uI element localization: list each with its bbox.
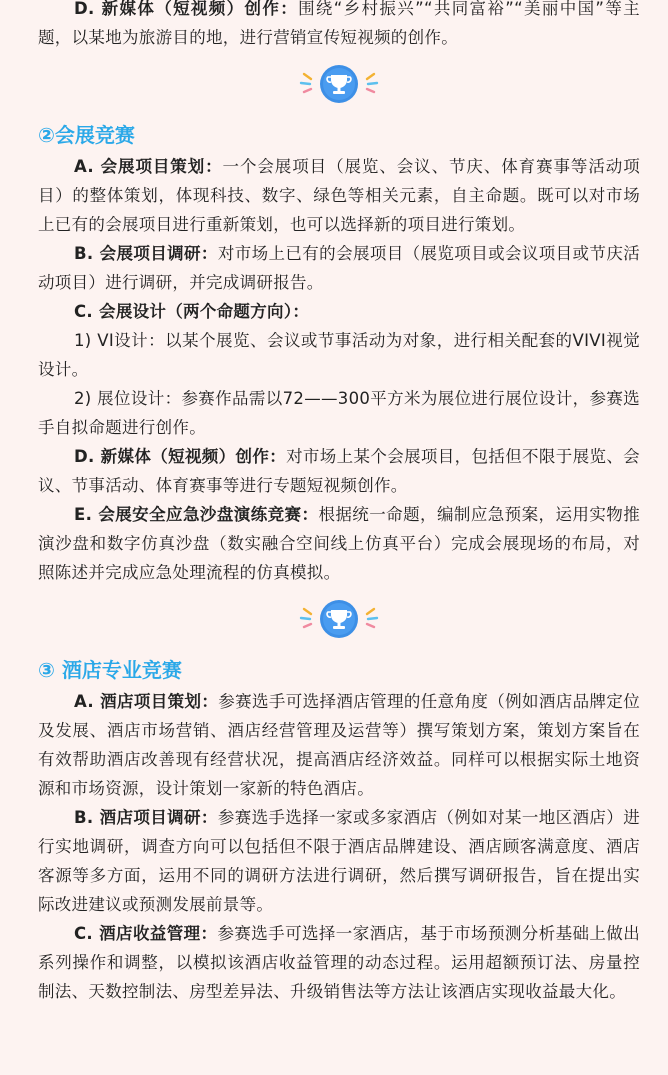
item-lead: C. 会展设计（两个命题方向）： [74,302,310,321]
item-lead: B. 会展项目调研： [74,244,218,263]
paragraph-exhibition-d [38,442,640,500]
item-body: 参赛选手选择一家或多家酒店（例如对某一地区酒店）进行实地调研，调查方向可以包括但不限于酒店品牌建设、酒店顾客满意度、酒店客源等多方面，运用不同的调研方法进行调研，然后撰写调研报告，旨在提出实际改进建议或预测发展前景等。 [38,808,641,914]
item-lead: C. 酒店收益管理： [74,924,218,943]
paragraph-exhibition-c2: 2) 展位设计：参赛作品需以72——300平方米为展位进行展位设计，参赛选手自拟命题进行创作。 [38,389,640,437]
paragraph-hotel-a [38,687,640,803]
paragraph-hotel-b [38,803,640,919]
section-title: ③ 酒店专业竞赛 [38,658,182,682]
section-divider [38,58,640,110]
paragraph-exhibition-a [38,152,640,239]
item-body: 根据统一命题，编制应急预案，运用实物推演沙盘和数字仿真沙盘（数实融合空间线上仿真平台）完成会展现场的布局，对照陈述并完成应急处理流程的仿真模拟。 [38,505,641,582]
paragraph-hotel-c [38,919,640,1006]
item-lead: A. 会展项目策划： [74,157,223,176]
item-lead: E. 会展安全应急沙盘演练竞赛： [74,505,319,524]
item-lead: B. 酒店项目调研： [74,808,218,827]
item-body: 参赛选手可选择一家酒店，基于市场预测分析基础上做出系列操作和调整，以模拟该酒店收益管理的动态过程。运用超额预订法、房量控制法、天数控制法、房型差异法、升级销售法等方法让该酒店实现收益最大化。 [38,924,640,1001]
item-body: 一个会展项目（展览、会议、节庆、体育赛事等活动项目）的整体策划，体现科技、数字、绿色等相关元素，自主命题。既可以对市场上已有的会展项目进行重新策划，也可以选择新的项目进行策划。 [38,157,640,234]
paragraph-exhibition-c1: 1) VI设计：以某个展览、会议或节事活动为对象，进行相关配套的VIVI视觉设计。 [38,331,640,379]
section-divider [38,593,640,645]
item-lead: D. 新媒体（短视频）创作： [74,0,299,18]
paragraph-top-d [38,0,640,52]
item-lead: D. 新媒体（短视频）创作： [74,447,287,466]
item-body: 围绕“乡村振兴”“共同富裕”“美丽中国”等主题，以某地为旅游目的地，进行营销宣传短视频的创作。 [38,0,640,47]
section-title: ②会展竞赛 [38,123,135,147]
trophy-icon [296,597,382,641]
paragraph-exhibition-c [38,297,640,326]
item-body: 参赛选手可选择酒店管理的任意角度（例如酒店品牌定位及发展、酒店市场营销、酒店经营管理及运营等）撰写策划方案，策划方案旨在有效帮助酒店改善现有经营状况，提高酒店经济效益。同样可以根据实际土地资源和市场资源，设计策划一家新的特色酒店。 [38,692,641,798]
paragraph-exhibition-e [38,500,640,587]
item-body: 对市场上某个会展项目，包括但不限于展览、会议、节事活动、体育赛事等进行专题短视频创作。 [38,447,640,495]
trophy-icon [296,62,382,106]
paragraph-exhibition-b [38,239,640,297]
item-lead: A. 酒店项目策划： [74,692,219,711]
item-body: 对市场上已有的会展项目（展览项目或会议项目或节庆活动项目）进行调研，并完成调研报告。 [38,244,641,292]
